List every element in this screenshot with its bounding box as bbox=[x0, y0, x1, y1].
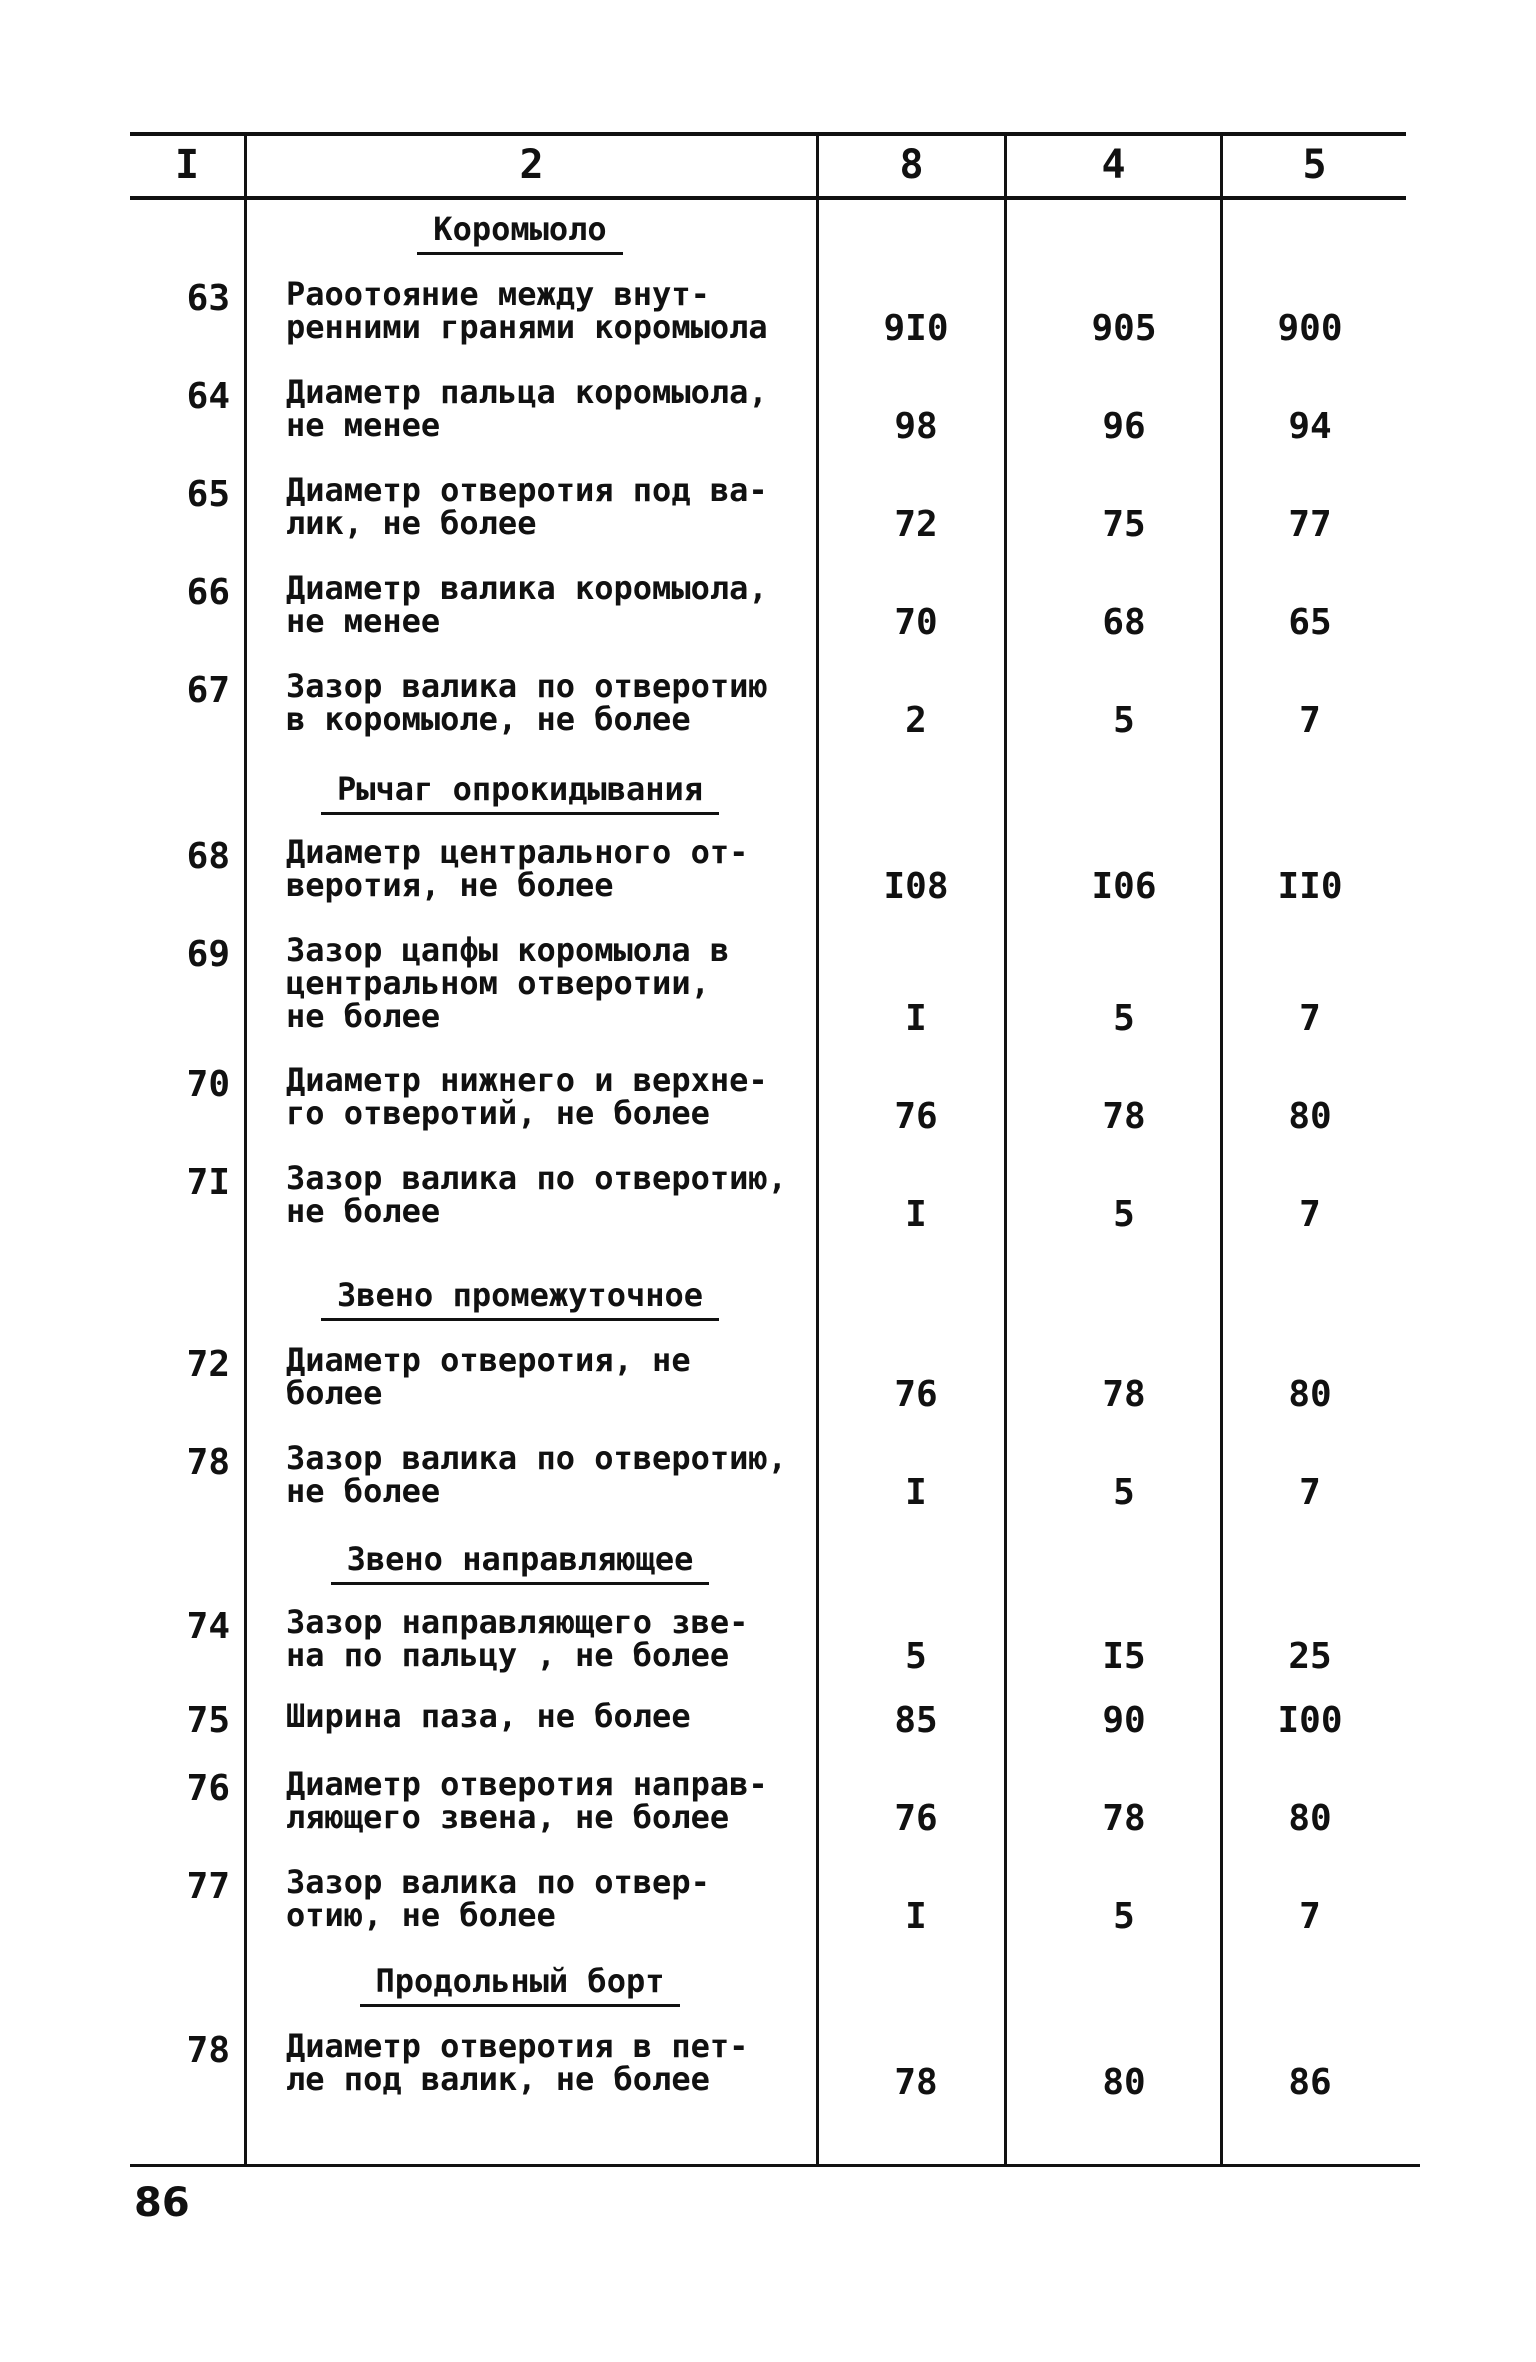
value-col-3: I bbox=[905, 1896, 927, 1937]
value-col-4: 5 bbox=[1113, 998, 1135, 1039]
value-col-5: 900 bbox=[1277, 308, 1343, 349]
row-description: Диаметр валика коромыола, не менее bbox=[286, 569, 768, 640]
page-number: 86 bbox=[134, 2180, 190, 2226]
value-col-4: 5 bbox=[1113, 1194, 1135, 1235]
value-col-3: 76 bbox=[894, 1798, 938, 1839]
value-col-3: 98 bbox=[894, 406, 938, 447]
column-divider bbox=[816, 136, 819, 2164]
column-header: I bbox=[174, 142, 200, 188]
value-col-4: I06 bbox=[1091, 866, 1157, 907]
value-col-5: 7 bbox=[1299, 700, 1321, 741]
column-header: 4 bbox=[1101, 142, 1126, 188]
row-description: Диаметр отверотия под ва- лик, не более bbox=[286, 471, 768, 542]
row-number: 67 bbox=[186, 670, 230, 711]
value-col-5: I00 bbox=[1277, 1700, 1343, 1741]
value-col-4: 90 bbox=[1102, 1700, 1146, 1741]
value-col-5: 80 bbox=[1288, 1374, 1332, 1415]
row-number: 68 bbox=[186, 836, 230, 877]
column-header: 8 bbox=[899, 142, 924, 188]
row-description: Диаметр отверотия направ- ляющего звена, не более bbox=[286, 1765, 768, 1836]
section-title: Продольный борт bbox=[300, 1962, 740, 2000]
row-description: Диаметр центрального от- веротия, не более bbox=[286, 833, 749, 904]
row-number: 70 bbox=[186, 1064, 230, 1105]
value-col-4: 905 bbox=[1091, 308, 1157, 349]
value-col-3: I bbox=[905, 998, 927, 1039]
value-col-3: 76 bbox=[894, 1096, 938, 1137]
row-description: Зазор валика по отверотию в коромыоле, не более bbox=[286, 667, 768, 738]
row-number: 63 bbox=[186, 278, 230, 319]
value-col-4: 80 bbox=[1102, 2062, 1146, 2103]
column-header: 5 bbox=[1302, 142, 1327, 188]
row-number: 64 bbox=[186, 376, 230, 417]
row-description: Диаметр отверотия в пет- ле под валик, не более bbox=[286, 2027, 749, 2098]
row-number: 65 bbox=[186, 474, 230, 515]
value-col-4: 75 bbox=[1102, 504, 1146, 545]
row-description: Зазор направляющего зве- на по пальцу , не более bbox=[286, 1603, 749, 1674]
value-col-3: 5 bbox=[905, 1636, 927, 1677]
row-description: Диаметр нижнего и верхне- го отверотий, не более bbox=[286, 1061, 768, 1132]
row-number: 78 bbox=[186, 2030, 230, 2071]
row-number: 72 bbox=[186, 1344, 230, 1385]
section-title: Рычаг опрокидывания bbox=[300, 770, 740, 808]
row-number: 76 bbox=[186, 1768, 230, 1809]
table-top-rule bbox=[130, 132, 1406, 136]
value-col-4: 96 bbox=[1102, 406, 1146, 447]
value-col-4: 78 bbox=[1102, 1374, 1146, 1415]
value-col-3: I bbox=[905, 1472, 927, 1513]
value-col-4: 5 bbox=[1113, 700, 1135, 741]
row-description: Ширина паза, не более bbox=[286, 1697, 691, 1735]
column-header: 2 bbox=[519, 142, 544, 188]
row-number: 77 bbox=[186, 1866, 230, 1907]
row-description: Зазор валика по отверотию, не более bbox=[286, 1439, 787, 1510]
column-divider bbox=[1004, 136, 1007, 2164]
value-col-3: 72 bbox=[894, 504, 938, 545]
row-number: 78 bbox=[186, 1442, 230, 1483]
value-col-3: 9I0 bbox=[883, 308, 949, 349]
row-description: Зазор валика по отверотию, не более bbox=[286, 1159, 787, 1230]
value-col-5: II0 bbox=[1277, 866, 1343, 907]
row-description: Зазор валика по отвер- отию, не более bbox=[286, 1863, 710, 1934]
value-col-4: 78 bbox=[1102, 1096, 1146, 1137]
column-divider bbox=[244, 136, 247, 2164]
row-number: 74 bbox=[186, 1606, 230, 1647]
value-col-4: 5 bbox=[1113, 1896, 1135, 1937]
value-col-5: 25 bbox=[1288, 1636, 1332, 1677]
table-header-rule bbox=[130, 196, 1406, 200]
value-col-4: 78 bbox=[1102, 1798, 1146, 1839]
value-col-5: 7 bbox=[1299, 998, 1321, 1039]
value-col-4: I5 bbox=[1102, 1636, 1146, 1677]
row-number: 7I bbox=[186, 1162, 230, 1203]
row-description: Раоотояние между внут- ренними гранями коромыола bbox=[286, 275, 768, 346]
value-col-3: 78 bbox=[894, 2062, 938, 2103]
value-col-5: 7 bbox=[1299, 1194, 1321, 1235]
value-col-5: 80 bbox=[1288, 1096, 1332, 1137]
table-bottom-rule bbox=[130, 2164, 1420, 2167]
row-number: 75 bbox=[186, 1700, 230, 1741]
row-description: Диаметр пальца коромыола, не менее bbox=[286, 373, 768, 444]
value-col-3: 2 bbox=[905, 700, 927, 741]
value-col-3: I bbox=[905, 1194, 927, 1235]
row-description: Диаметр отверотия, не более bbox=[286, 1341, 691, 1412]
value-col-5: 7 bbox=[1299, 1896, 1321, 1937]
value-col-4: 68 bbox=[1102, 602, 1146, 643]
section-title: Звено промежуточное bbox=[300, 1276, 740, 1314]
column-divider bbox=[1220, 136, 1223, 2164]
row-description: Зазор цапфы коромыола в центральном отверотии, не более bbox=[286, 931, 730, 1035]
value-col-3: 76 bbox=[894, 1374, 938, 1415]
row-number: 66 bbox=[186, 572, 230, 613]
value-col-5: 7 bbox=[1299, 1472, 1321, 1513]
section-title: Коромыоло bbox=[300, 210, 740, 248]
row-number: 69 bbox=[186, 934, 230, 975]
value-col-5: 86 bbox=[1288, 2062, 1332, 2103]
value-col-4: 5 bbox=[1113, 1472, 1135, 1513]
value-col-5: 77 bbox=[1288, 504, 1332, 545]
section-title: Звено направляющее bbox=[300, 1540, 740, 1578]
value-col-3: I08 bbox=[883, 866, 949, 907]
value-col-5: 65 bbox=[1288, 602, 1332, 643]
value-col-5: 80 bbox=[1288, 1798, 1332, 1839]
value-col-3: 70 bbox=[894, 602, 938, 643]
value-col-5: 94 bbox=[1288, 406, 1332, 447]
value-col-3: 85 bbox=[894, 1700, 938, 1741]
